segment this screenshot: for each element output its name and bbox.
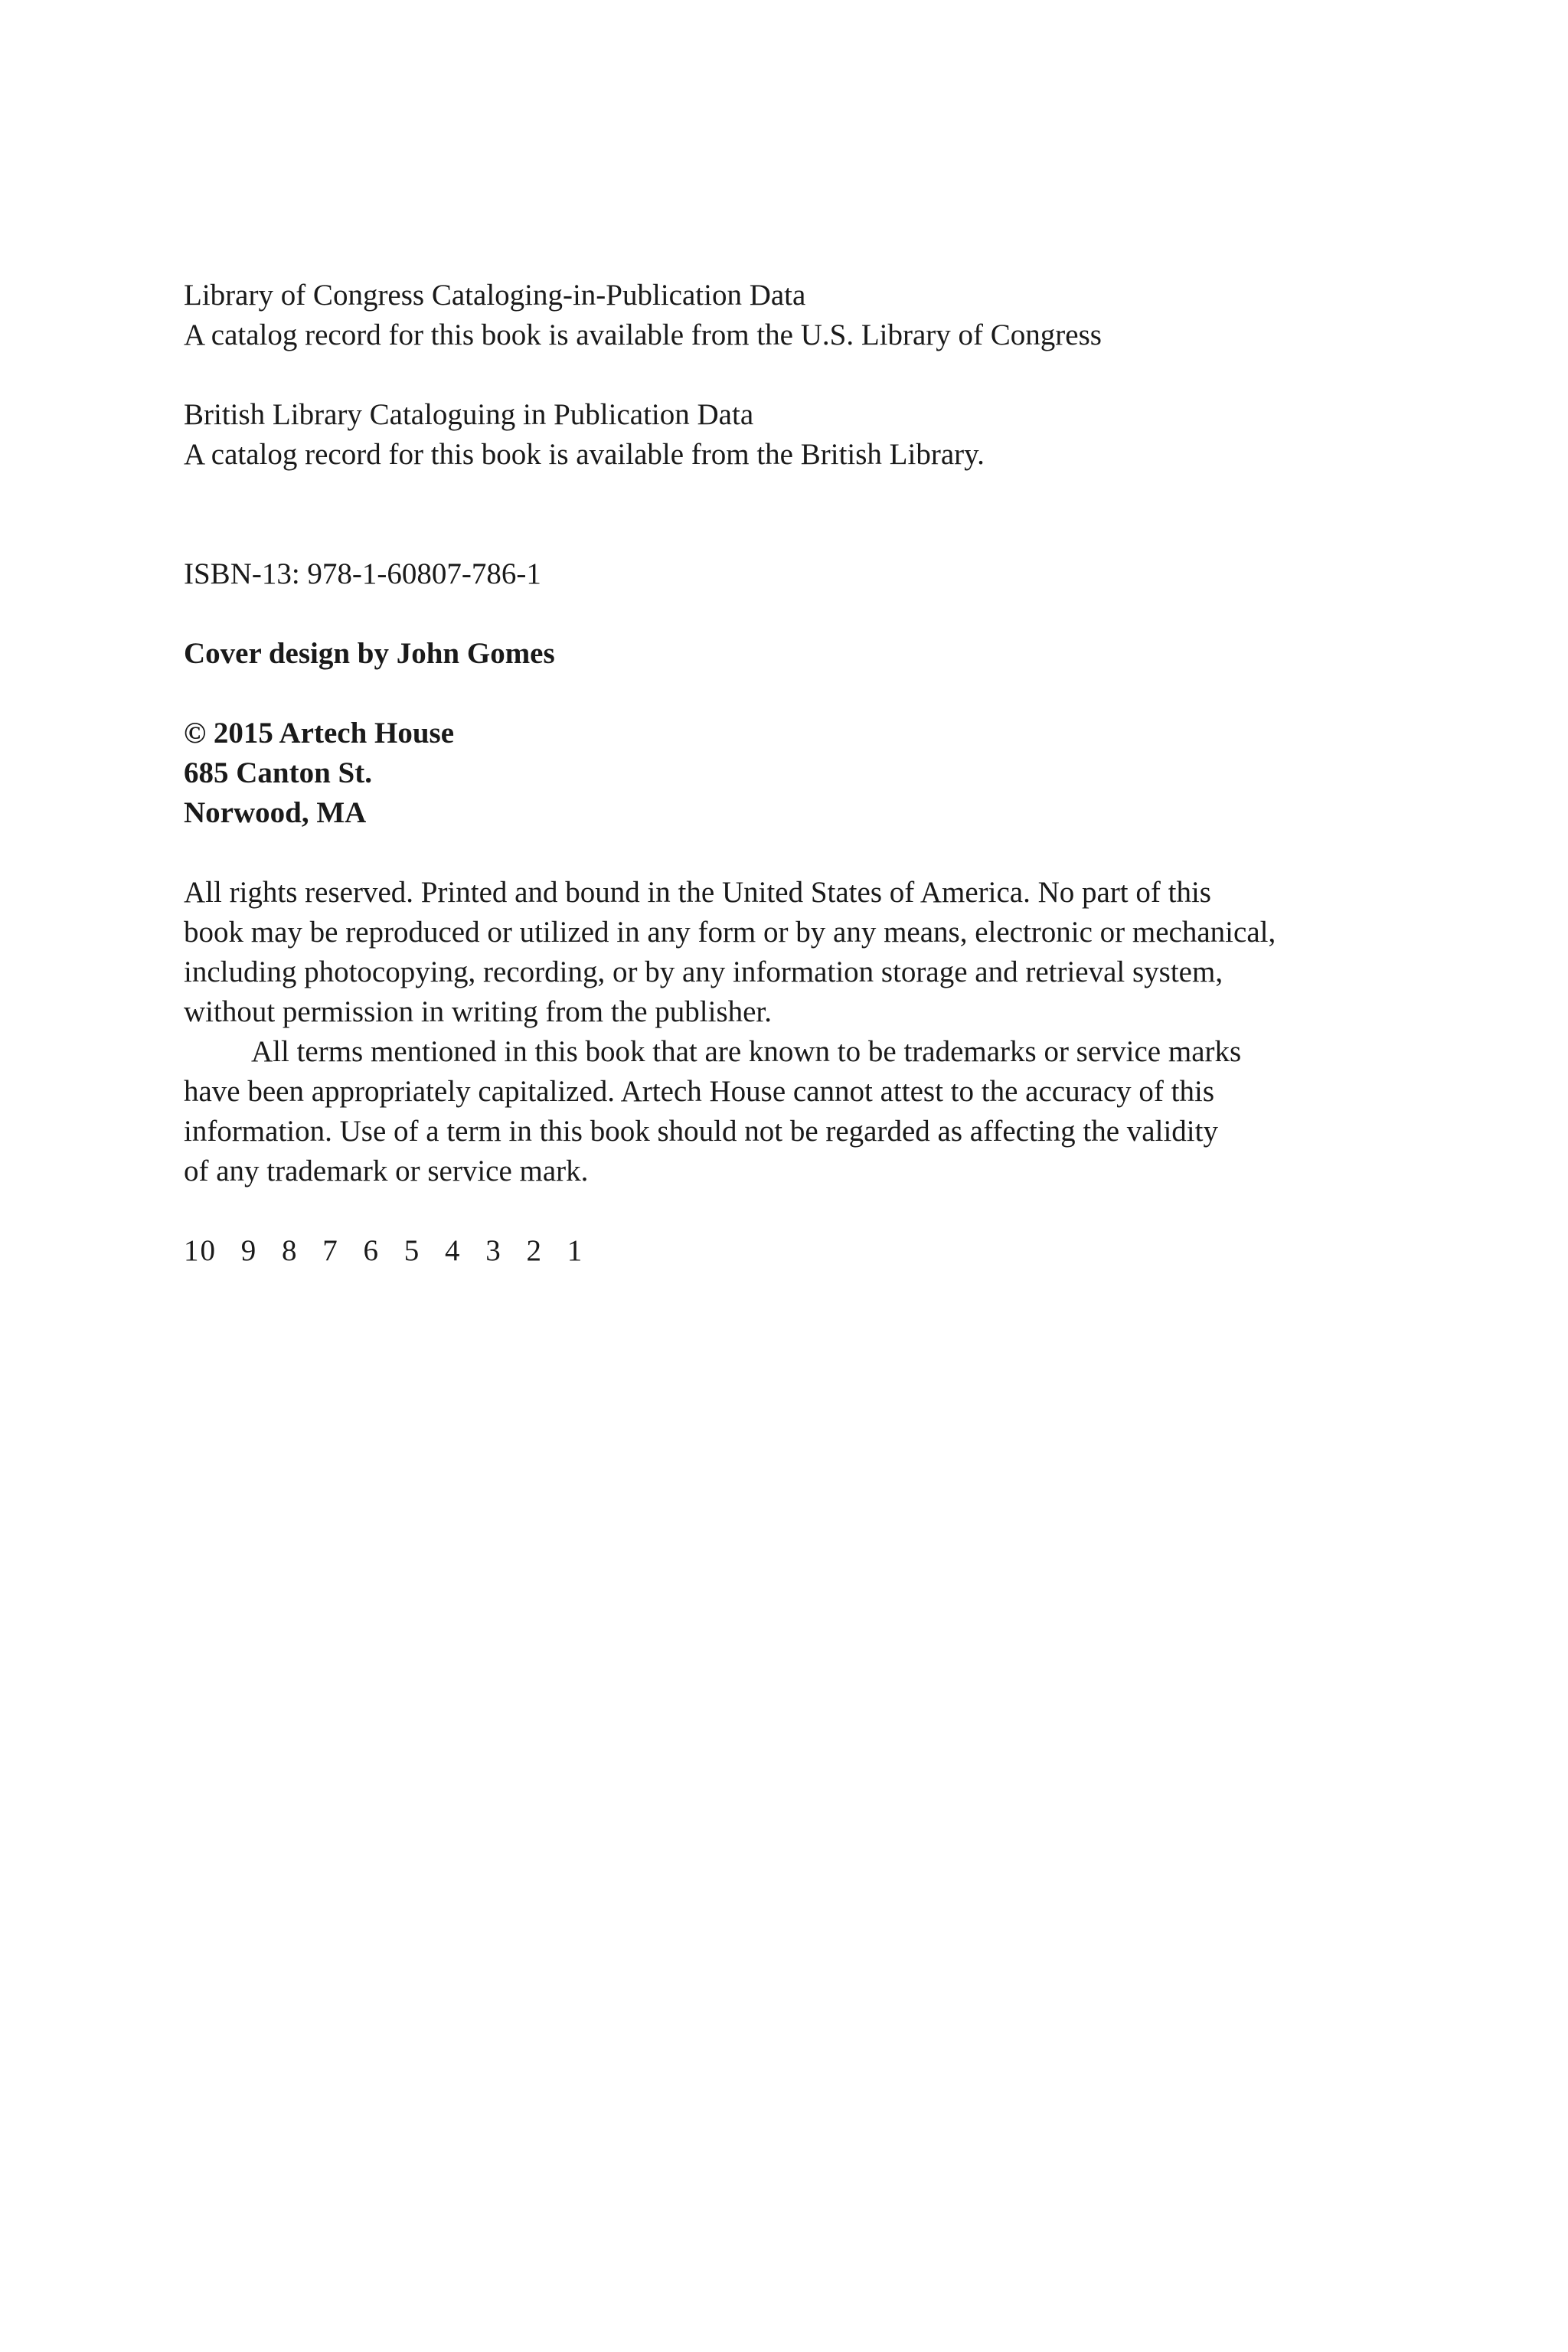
rights-line: book may be reproduced or utilized in any form or by any means, electronic or mechanical, [184, 916, 1276, 949]
bl-cip-heading: British Library Cataloguing in Publication Data [184, 398, 754, 431]
loc-cip-heading: Library of Congress Cataloging-in-Publication Data [184, 279, 806, 312]
trademarks-line: All terms mentioned in this book that are known to be trademarks or service marks [251, 1035, 1242, 1068]
printing-line: 10 9 8 7 6 5 4 3 2 1 [184, 1234, 584, 1267]
publisher-street: 685 Canton St. [184, 756, 372, 789]
cover-design-credit: Cover design by John Gomes [184, 637, 555, 670]
publisher-city: Norwood, MA [184, 796, 367, 829]
trademarks-line: of any trademark or service mark. [184, 1155, 589, 1187]
rights-line: including photocopying, recording, or by any information storage and retrieval system, [184, 956, 1223, 988]
isbn: ISBN-13: 978-1-60807-786-1 [184, 557, 541, 590]
bl-cip-record: A catalog record for this book is available from the British Library. [184, 438, 985, 471]
trademarks-line: information. Use of a term in this book should not be regarded as affecting the validity [184, 1115, 1218, 1148]
trademarks-paragraph [184, 1032, 1409, 1191]
rights-line: without permission in writing from the publisher. [184, 995, 773, 1028]
rights-line: All rights reserved. Printed and bound in the United States of America. No part of this [184, 876, 1211, 909]
loc-cip-record: A catalog record for this book is available from the U.S. Library of Congress [184, 318, 1102, 351]
rights-paragraph [184, 873, 1409, 1032]
copyright-text-block [184, 276, 1409, 1271]
copyright-notice: © 2015 Artech House [184, 717, 455, 750]
trademarks-line: have been appropriately capitalized. Artech House cannot attest to the accuracy of this [184, 1075, 1215, 1108]
